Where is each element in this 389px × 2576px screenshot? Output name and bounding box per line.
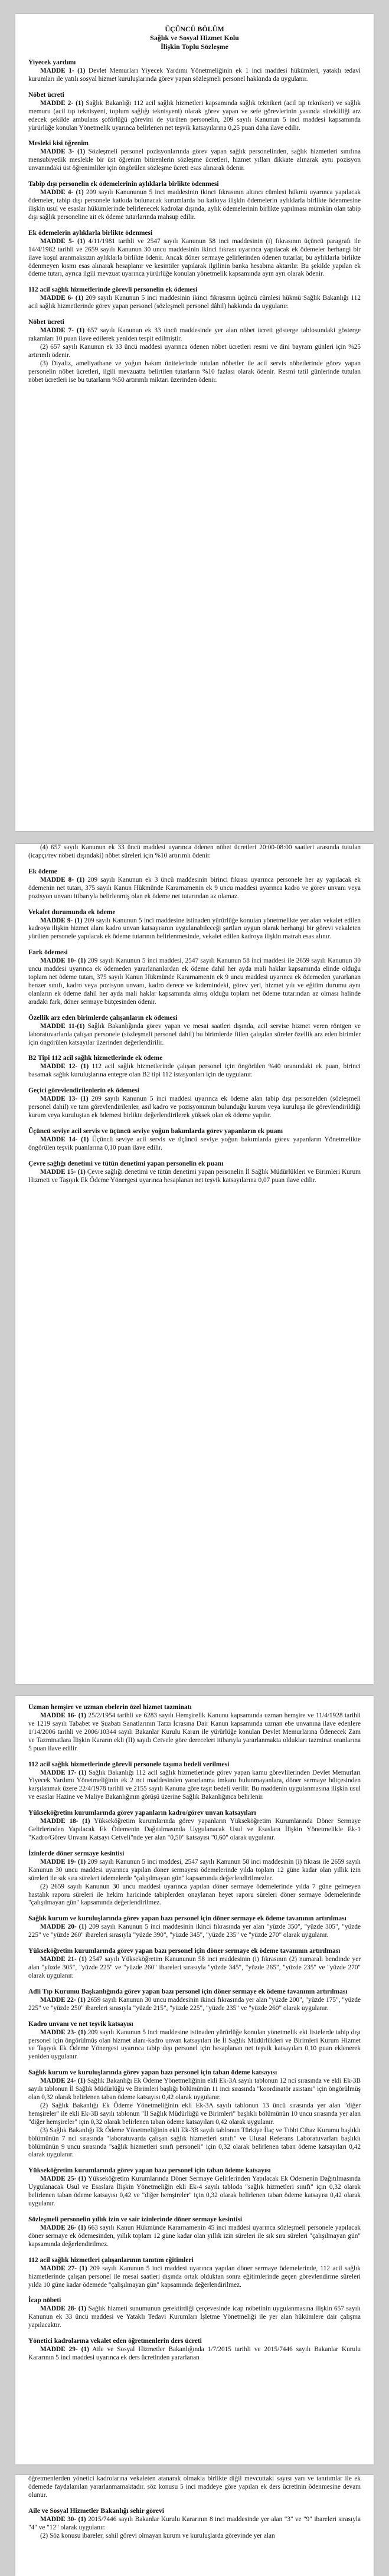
article-heading: Mesleki kisi öğrenim <box>28 140 89 148</box>
article-paragraph <box>28 1956 361 1981</box>
article-number: MADDE 18- (1) <box>40 1818 90 1825</box>
article-heading: Tabip dışı personelin ek ödemelerinin aylıklarla birlikte ödenmesi <box>28 181 219 188</box>
article-text: 112 acil sağlık hizmetlerinde çalışan personel için öngörülen %40 oranındaki ek puan, birinci basamak sağlık kuruluşlarına entegre olan B2 tipi 112 istasyonları için de uygulanır. <box>28 1063 361 1079</box>
chapter-subtitle: İlişkin Toplu Sözleşme <box>161 42 228 51</box>
article-number: MADDE 30- (1) <box>40 2515 86 2523</box>
article-paragraph <box>28 100 361 133</box>
article-paragraph <box>28 2077 361 2102</box>
article-heading: Uzman hemşire ve uzman ebelerin özel hizmet tazminatı <box>28 1704 192 1711</box>
article-text: (2) 2659 sayılı Kanunun 30 uncu maddesi uyarınca yapılan döner sermaye ödemelerinde yılda 7 güne gelmeyen hastalık raporu süreleri ile hekim haricinde tabiplerden onaylanan heyet raporu süreleri döner sermaye ödemelerinde "çalışılmayan gün" kapsamında değerlendirilmez. <box>28 1883 361 1907</box>
article-text: Sağlık hizmeti sunumunun gerektirdiği çerçevesinde icap nöbetinin uygulanmasına ilişkin 657 sayılı Kanunun ek 33 üncü maddesi ve Yataklı Tedavi Kurumları İşletme Yönetmeliği ile yer alan hükümlere dair çalışma yapılacaktır. <box>28 2305 361 2329</box>
article-text: öğretmenlerden yönetici kadrolarına vekaleten atanarak olmakla birlikte diğil mevcuttaki sayısı yarı ve tanıtımlar ile ek ödemede faydalanılan yararlanmamaktadır. söz konusu 5 inci maddeye göre yapılan ek ders ücretinin ödenmesine devam olunur. <box>28 2475 361 2499</box>
article-heading: Kadro unvanı ve net teşvik katsayısı <box>28 2020 133 2028</box>
article-number: MADDE 29- (1) <box>40 2346 89 2354</box>
chapter-number: ÜÇÜNCÜ BÖLÜM <box>165 25 224 33</box>
article-text: 657 sayılı Kanunun ek 33 üncü maddesinde yer alan nöbet ücreti gösterge tablosundaki gösterge rakamları 10 puan ilave edilerek yeniden tespit edilmiştir. <box>28 327 361 343</box>
article-text: (2) 657 sayılı Kanunun ek 33 üncü maddesi uyarınca ödenen nöbet ücretleri resmi ve dini bayram günleri için %25 artırımlı ödenir. <box>28 343 361 359</box>
article-text: (2) Sağlık Bakanlığı Ek Ödeme Yönetmeliğinin ekli Ek-3A sayılı tablonun 13 üncü sırasında yer alan "diğer hemşireler" ile ekli Ek-3B sayılı tablonun "İl Sağlık Müdürlüğü ve Birimleri" başlıklı bölümünün 10 uncu sırasında yer alan "diğer hemşireler" için 0,32 olarak belirlenen taban ödeme katsayıları 0,42 olarak uygulanır. <box>28 2102 361 2126</box>
article-heading: Yükseköğretim kurumlarında görev yapan bazı personel için döner sermaye ek ödeme tavanının artırılması <box>28 1947 341 1955</box>
article-heading: Üçüncü seviye acil servis ve üçüncü seviye yoğun bakımlarda görev yapanların ek puanı <box>28 1127 283 1135</box>
article-heading: Nöbet ücreti <box>28 319 64 326</box>
article-paragraph <box>28 2346 361 2362</box>
article-text: Sözleşmeli personel pozisyonlarında görev yapan sağlık personelinden, sağlık hizmetleri sınıfına mensubiyetlik meslekle bir üst öğrenim bitirenlerin sözleşme ücretleri, hizmet yılları dikkate alınarak aynı pozisyon unvanındaki üst öğrenimliler için öngörülen sözleşme ücreti esas alınarak ödenir. <box>28 148 361 172</box>
article-text: (3) Sağlık Bakanlığı Ek Ödeme Yönetmeliğinin ekli Ek-3B sayılı tablonun Türkiye İlaç ve Tıbbi Cihaz Kurumu başlıklı bölümünün 7 nci sırasında "laboratuvarda çalışan sağlık hizmetleri sınıfı" ve Ulusal Referans Laboratuvarları başlıklı bölümünün 9 uncu sırasında "sağlık hizmetleri sınıfı personeli" için 0,32 olarak belirlenen taban ödeme katsayıları 0,42 olarak uygulanır. <box>28 2126 361 2159</box>
article-paragraph <box>28 1923 361 1940</box>
article-paragraph <box>28 2127 361 2160</box>
article-paragraph <box>28 2305 361 2330</box>
article-number: MADDE 2- (1) <box>40 99 84 107</box>
article-paragraph <box>28 343 361 360</box>
article-text: 209 sayılı Kanunun 5 inci maddesine istinaden yürürlüğe konulan yönetmelik eki listelerde tabip dışı personel için öngörülmüş olan hizmet alanı-kadro unvan katsayıları ile İl Sağlık Müdürlükleri ve Birimleri Kurum Hizmet ve Taşıyık Ek Ödeme Yönergesi uyarınca tabip dışı personel için hesaplanan net teşvik katsayıları 0,10 puan eklenerek yeniden uygulanır. <box>28 2028 361 2061</box>
article-paragraph <box>28 1883 361 1908</box>
article-number: MADDE 3- (1) <box>40 148 86 156</box>
article-heading: Yükseköğretim kurumlarında görev yapanların kadro/görev unvan katsayıları <box>28 1809 256 1817</box>
article-paragraph <box>28 1063 361 1079</box>
article-paragraph <box>28 2029 361 2062</box>
article-paragraph <box>28 2224 361 2249</box>
article-number: MADDE 25- (1) <box>40 2175 86 2183</box>
article-paragraph <box>28 294 361 311</box>
article-text: Yükseköğretim Kurumlarında Döner Sermaye Gelirlerinden Yapılacak Ek Ödemenin Dağıtılmasında Uygulanacak Usul ve Esaslara İlişkin Yönetmeliğin ekli Ek-4 sayılı tabloda "sağlık hizmetleri sınıfı" için 0,32 olarak belirlenen taban ödeme katsayısı 0,42 ve "diğer hemşireler" için 0,32 olarak belirlenen taban ödeme katsayısı 0,42 olarak uygulanır. <box>28 2175 361 2208</box>
article-paragraph <box>28 1996 361 2013</box>
article-number: MADDE 16- (1) <box>40 1712 86 1719</box>
article-number: MADDE 8- (1) <box>40 876 85 883</box>
article-paragraph <box>28 957 361 1006</box>
article-text: 4/11/1981 tarihli ve 2547 sayılı Kanunun 58 inci maddesinin (i) fıkrasının üçüncü paragrafı ile 14/4/1982 tarihli ve 2659 sayılı Kanunun 30 uncu maddesinin ikinci fıkrası uyarınca yapılacak ek ödemeler herhangi bir ilave koşul aranmaksızın aylıklarla birlikte ödenir. Ancak döner sermaye gelirlerinden ödenen tutarlar, bu aylıklarla birlikte ödenmeyen kısmı esas alınarak hesaplanır ve kesintiler yapılarak ilgilinin banka hesabına aktarılır. Bu şekilde yapılan ek ödeme tutarı, ayrıca ilgili mevzuat uyarınca yürürlüğe konulan yönetmelik kapsamında ayın ayrı olarak ödenir. <box>28 237 361 278</box>
article-paragraph <box>28 1858 361 1883</box>
article-paragraph <box>28 189 361 222</box>
article-paragraph <box>28 2532 361 2541</box>
article-text: (2) Söz konusu ibareler, sahil görevi olmayan kurum ve kuruluşlarda görevinde yer alan <box>40 2532 275 2539</box>
article-text: 209 sayılı Kanunun 5 inci maddesi uyarınca yapılan döner sermaye ödemelerinde, 112 acil sağlık hizmetlerinde çalışan personel ile mesai saatleri dışında ortak olduktan sonra eğitimlerinde geçen görevlendirme süreleri yılda 10 güne kadar ödemede "çalışılmayan gün" kapsamında değerlendirilmez. <box>28 2264 361 2289</box>
article-heading: İcap nöbeti <box>28 2297 61 2305</box>
article-number: MADDE 28- (1) <box>40 2305 86 2313</box>
article-paragraph <box>28 2475 361 2500</box>
article-heading: Ek ödeme <box>28 868 57 875</box>
article-paragraph <box>28 148 361 173</box>
article-text: Aile ve Sosyal Hizmetler Bakanlığında 1/7/2015 tarihli ve 2015/7446 sayılı Bakanlar Kurulu Kararının 5 inci maddesi uyarınca ek ders ücretinden yararlanan <box>28 2346 361 2362</box>
article-number: MADDE 17- (1) <box>40 1769 87 1776</box>
article-text: 209 sayılı Kanununun 5 inci maddesinin ikinci fıkrasının altıncı cümlesi hükmü uyarınca yapılacak ödemeler, tabip dışı personele katkıda bulunacak kurumlarda bu katkıya ilişkin ödemelerin aylıklarla birlikte ödenmesine ilişkin usul ve esaslar hükümlerinde belirlenecek kadrolar dışında, aylık ödemelerinin birlikte yapılması mümkün olan tabip dışı sağlık personeline ait ek ödeme tutarlarında mahsup edilir. <box>28 189 361 221</box>
article-number: MADDE 22- (1) <box>40 1996 86 2004</box>
article-number: MADDE 14- (1) <box>40 1135 89 1143</box>
article-heading: 112 acil sağlık hizmetlerinde görevli personele taşıma bedeli verilmesi <box>28 1760 230 1768</box>
article-number: MADDE 19- (1) <box>40 1858 86 1865</box>
document-page-3 <box>15 1696 374 2464</box>
article-heading: Nöbet ücreti <box>28 91 64 99</box>
chapter-header <box>28 25 361 51</box>
article-text: Sağlık Bakanlığı 112 acil sağlık hizmetleri kapsamında sağlık teknikeri (acil tıp teknikeri) ve sağlık memuru (acil tıp teknisyeni, toplum sağlığı teknisyeni) olarak görev yapan ve sefe görevlerinin yasında sürekliliği arz edecek şekilde ambulans şoförlüğü görevini de yürüten personelin, 209 sayılı Kanunun 5 inci maddesi kapsamında yürürlüğe konulan Yönetmelik uyarınca belirlenen net teşvik katsayılarına 0,25 puan daha ilave edilir. <box>28 99 361 132</box>
article-paragraph <box>28 2175 361 2208</box>
article-text: 25/2/1954 tarihli ve 6283 sayılı Hemşirelik Kanunu kapsamında uzman hemşire ve 11/4/1928 tarihli ve 1219 sayılı Tababet ve Şuabatı Sanatlarının Tarzı İcrasına Dair Kanun kapsamında uzman ebe unvanına ilave edenlere 1/14/2006 tarihli ve 2006/10344 sayılı Bakanlar Kurulu Kararı ile yürürlüğe konulan Devlet Memurlarına Ödenecek Zam ve Tazminatlara İlişkin Kararın ekli (II) sayılı Cetvele göre dereceleri itibarıyla yararlanmakta oldukları tazminat oranlarına 5 puan ilave edilir. <box>28 1712 361 1752</box>
article-paragraph <box>28 1712 361 1753</box>
page-4-sections <box>28 2475 361 2540</box>
article-heading: Ek ödemelerin aylıklarla birlikte ödenmesi <box>28 229 153 237</box>
article-heading: Adli Tıp Kurumu Başkanlığında görev yapan bazı personel için döner sermaye ek ödeme tavanının artırılması <box>28 1988 348 1995</box>
document-page-2 <box>15 844 374 1684</box>
article-text: Sağlık Bakanlığı Ek Ödeme Yönetmeliğinin ekli Ek-3A sayılı tablonun 12 nci sırasında ve ekli Ek-3B sayılı tablonun İl Sağlık Müdürlüğü ve Birimleri başlığı bölümünün 11 inci sırasında "koordinatör asistanı" için öngörülmüş olan 0,32 olarak belirlenen taban ödeme katsayısı 0,42 olarak uygulanır. <box>28 2077 361 2102</box>
article-text: 663 sayılı Kanun Hükmünde Kararnamenin 45 inci maddesi uyarınca sözleşmeli personele yapılacak döner sermaye ek ödemesinden, yıllık toplam 12 güne kadar olan yıllık izin süreleri ile sık sıra süreleri "çalışılmayan gün" kapsamında değerlendirilmez. <box>28 2224 361 2248</box>
article-number: MADDE 5- (1) <box>40 237 86 245</box>
page-2-sections <box>28 844 361 1185</box>
article-paragraph <box>28 1023 361 1048</box>
article-number: MADDE 15- (1) <box>40 1168 86 1176</box>
chapter-title: Sağlık ve Sosyal Hizmet Kolu <box>150 34 239 42</box>
article-number: MADDE 6- (1) <box>40 294 84 302</box>
article-number: MADDE 26- (1) <box>40 2224 86 2231</box>
article-paragraph <box>28 917 361 942</box>
article-paragraph <box>28 2265 361 2290</box>
article-text: 2015/7446 sayılı Bakanlar Kurulu Kararının 8 inci maddesinde yer alan "3" ve "9" ibareleri sırasıyla "4" ve "12" olarak uygulanır. <box>28 2515 361 2531</box>
article-number: MADDE 4- (1) <box>40 189 84 197</box>
article-text: 209 sayılı Kanunun 5 inci maddesine istinaden yürürlüğe konulan yönetmelikte yer alan vekalet edilen kadroya ilişkin hizmet alanı kadro unvan katsayısının uygulanabileceği şartları uygun olarak herhangi bir görevi vekaleten yürüten personele yapılacak ek ödeme tutarının belirlenmesinde, vekalet edilen kadroya ilişkin matrah esas alınır. <box>28 917 361 941</box>
article-heading: Geçici görevlendirilenlerin ek ödemesi <box>28 1087 139 1095</box>
article-paragraph <box>28 360 361 385</box>
article-text: Yükseköğretim kurumlarında görev yapanların Yükseköğretim Kurumlarında Döner Sermaye Gelirlerinden Yapılacak Ek Ödemenin Dağıtılmasında Uygulanacak Usul ve Esaslara İlişkin Yönetmelikle Ek-1 "Kadro/Görev Unvanı Katsayı Cetveli"nde yer alan "0,50" katsayısı "0,60" olarak uygulanır. <box>28 1818 361 1841</box>
article-paragraph <box>28 876 361 901</box>
article-heading: Aile ve Sosyal Hizmetler Bakanlığı sehir görevi <box>28 2507 164 2515</box>
article-heading: Özellik arz eden birimlerde çalışanların ek ödemesi <box>28 1014 178 1022</box>
document-page-1 <box>15 14 374 831</box>
article-paragraph <box>28 67 361 84</box>
article-number: MADDE 21- (1) <box>40 1956 87 1963</box>
article-number: MADDE 20- (1) <box>40 1923 87 1931</box>
page-1-sections <box>28 58 361 384</box>
article-number: MADDE 9- (1) <box>40 917 83 924</box>
article-text: 2547 sayılı Yükseköğretim Kanununun 58 inci maddesinin (i) fıkrasının (2) numaralı bendinde yer alan "yüzde 305", "yüzde 225" ve "yüzde 260" ibareleri sırasıyla "yüzde 345", "yüzde 265", "yüzde 235" ve "yüzde 270" olarak uygulanır. <box>28 1956 361 1979</box>
article-text: 209 sayılı Kanunun 5 inci maddesi, 2547 sayılı Kanunun 58 inci maddesi ile 2659 sayılı Kanunun 30 uncu maddesi uyarınca ek ödemeden yararlananlardan ek ödeme dahil her ayda mali haklar kapsamında elinde olduğu toplam net ödeme tutarı, 375 sayılı Kanun Hükmünde Kararnamenin ek 9 uncu maddesi uyarınca ek ödemeden yararlanan benzer sınıfı, kadro veya pozisyon unvanı, kadro derece ve kıdemindeki, görev yeri, hizmet yılı ve eğitim durumu aynı olanların ek ödeme dahil her ayda mali haklar kapsamında almış olduğu toplam net ödeme tutarından az olması halinde aradaki fark, döner sermaye bütçesinden ödenir. <box>28 957 361 1006</box>
article-number: MADDE 7- (1) <box>40 327 85 335</box>
article-heading: Sağlık kurum ve kuruluşlarında görev yapan bazı personel için taban ödeme katsayısı <box>28 2069 277 2077</box>
article-heading: 112 acil sağlık hizmetlerinde görevli personelin ek ödemesi <box>28 286 198 294</box>
article-number: MADDE 27- (1) <box>40 2264 87 2272</box>
article-heading: Sözleşmeli personelin yıllık izin ve sair izinlerinde döner sermaye kesintisi <box>28 2215 243 2223</box>
article-paragraph <box>28 2516 361 2532</box>
article-text: 2659 sayılı Kanunun 30 uncu maddesinin ikinci fıkrasında yer alan "yüzde 200", "yüzde 175", "yüzde 225" ve "yüzde 250" ibareleri sırasıyla "yüzde 215", "yüzde 225", "yüzde 235" ve "yüzde 260" olarak uygulanır. <box>28 1996 361 2012</box>
article-text: 209 sayılı Kanunun ek 3 üncü maddesinin birinci fıkrası uyarınca personele her ay yapılacak ek ödemenin net tutarı, 375 sayılı Kanun Hükmünde Kararnamenin ek 9 uncu maddesi uyarınca kadro ve görev unvanı veya pozisyon unvanı itibarıyla belirlenmiş olan ek ödeme net tutarından az olamaz. <box>28 876 361 900</box>
article-number: MADDE 23- (1) <box>40 2028 86 2036</box>
article-number: MADDE 11-(1) <box>40 1022 85 1030</box>
article-heading: İzinlerde döner sermaye kesintisi <box>28 1850 125 1857</box>
article-heading: Vekalet durumunda ek ödeme <box>28 908 116 916</box>
article-text: 209 sayılı Kanunun 5 inci maddesi uyarınca ek ödeme alan tabip dışı personelden (sözleşmeli personel dahil) ve tam görevlendirilenler, asıl kadro ve pozisyonunun bulunduğu kurum veya kuruluşa ile görevlendirildiği kurum veya kuruluştan ek ödemesi birlikte değerlendirilerek yüksek olan ek ödeme yapılır. <box>28 1095 361 1120</box>
article-heading: Sağlık kurum ve kuruluşlarında görev yapan bazı personel için döner sermaye ek ödeme tavanının artırılması <box>28 1915 346 1923</box>
article-heading: Çevre sağlığı denetimi ve tütün denetimi yapan personelin ek puanı <box>28 1160 224 1167</box>
article-text: Sağlık Bakanlığı 112 acil sağlık hizmetlerinde görev yapan kamu görevlilerinden Devlet Memurları Yiyecek Yardımı Yönetmeliğinin ek 2 nci maddesinden yararlanma imkanı bulunmayanlara, döner sermaye bütçesinden karşılanmak üzere 22/4/1978 tarihli ve 2155 sayılı Kanuna göre taşıt bedeli verilir. Bu maddenin uygulanmasına ilişkin usul ve esaslar Hazine ve Maliye Bakanlığının görüşü üzerine Sağlık Bakanlığınca belirlenir. <box>28 1769 361 1801</box>
article-heading: Yönetici kadrolarına vekalet eden öğretmenlerin ders ücreti <box>28 2338 202 2345</box>
article-paragraph <box>28 1769 361 1802</box>
article-text: Sağlık Bakanlığında görev yapan ve mesai saatleri dışında, acil servise hizmet veren röntgen ve laboratuvarlarda çalışan personele (sözleşmeli personel dahil) bu birimlerde fiilen çalışılan süreler özellik arz eden birimler için öngörülen katsayılar üzerinden değerlendirilir. <box>28 1022 361 1046</box>
article-number: MADDE 1- (1) <box>40 67 86 74</box>
article-paragraph <box>28 238 361 279</box>
article-paragraph <box>28 1818 361 1842</box>
article-number: MADDE 10- (1) <box>40 957 86 965</box>
article-paragraph <box>28 2102 361 2127</box>
article-paragraph <box>28 1136 361 1153</box>
article-text: 209 sayılı Kanunun 5 inci maddesinin ikinci fıkrasının üçüncü cümlesi hükmü Sağlık Bakanlığı 112 acil sağlık hizmetlerinde görev yapan personel (sözleşmeli personel dâhil) hakkında da uygulanır. <box>28 294 361 310</box>
article-text: 209 sayılı Kanunun 5 inci maddesinin ikinci fıkrasında yer alan "yüzde 350", "yüzde 305", "yüzde 225" ve "yüzde 260" ibareleri sırasıyla "yüzde 390", "yüzde 345", "yüzde 235" ve "yüzde 270" olarak uygulanır. <box>28 1923 361 1939</box>
article-paragraph <box>28 1095 361 1120</box>
document-page-4 <box>15 2475 374 2576</box>
article-heading: B2 Tipi 112 acil sağlık hizmetlerinde ek ödeme <box>28 1055 163 1062</box>
article-heading: Fark ödemesi <box>28 949 68 957</box>
article-text: Üçüncü seviye acil servis ve üçüncü seviye yoğun bakımlarda görev yapanların Yönetmelikte öngörülen teşvik puanlarına 0,10 puan ilave edilir. <box>28 1135 361 1151</box>
article-paragraph <box>28 327 361 343</box>
article-text: Çevre sağlığı denetimi ve tütün denetimi yapan personelin İl Sağlık Müdürlükleri ve Birimleri Kurum Hizmeti ve Taşıyık Ek Ödeme Yönergesi uyarınca hesaplanan net teşvik katsayılarına 0,07 puan ilave edilir. <box>28 1168 361 1184</box>
article-text: (4) 657 sayılı Kanunun ek 33 üncü maddesi uyarınca ödenen nöbet ücretleri 20:00-08:00 saatleri arasında tutulan (icapçı/rev nöbeti dışındaki) nöbet süreleri için %10 artırımlı ödenir. <box>28 844 361 859</box>
article-heading: Yiyecek yardımı <box>28 59 76 66</box>
article-paragraph <box>28 1168 361 1185</box>
article-paragraph <box>28 844 361 860</box>
article-number: MADDE 12- (1) <box>40 1063 89 1071</box>
article-heading: Yükseköğretim kurumlarında görev yapan bazı personel için taban ödeme katsayısı <box>28 2167 271 2175</box>
article-number: MADDE 24- (1) <box>40 2077 86 2085</box>
page-3-sections <box>28 1703 361 2362</box>
article-number: MADDE 13- (1) <box>40 1095 89 1103</box>
article-text: 209 sayılı Kanunun 5 inci maddesi, 2547 sayılı Kanunun 58 inci maddesinin (i) fıkrası ile 2659 sayılı Kanunun 30 uncu maddesi uyarınca yapılan döner sermayesi ödemelerinde yılda toplam 12 güne kadar olan yıllık izin süreleri ile sık sıra süreleri ödemelerde "çalışılmayan gün" kapsamında değerlendirilmezler. <box>28 1858 361 1882</box>
article-text: Devlet Memurları Yiyecek Yardımı Yönetmeliğinin ek 1 inci maddesi hükümleri, yataklı tedavi kurumları ile yatılı sosyal hizmet kuruluşlarında görev yapan sözleşmeli personel hakkında da uygulanır. <box>28 67 361 83</box>
article-heading: 112 acil sağlık hizmetleri çalışanlarının tanıtım eğitimleri <box>28 2256 194 2264</box>
article-text: (3) Diyaliz, ameliyathane ve yoğun bakım ünitelerinde tutulan nöbetler ile acil servis nöbetlerinde görev yapan personelin nöbet ücretleri, ilgili mevzuatta belirtilen tutarların %10 fazlası olarak ödenir. Resmi tatil günlerinde tutulan nöbet ücretleri ise bu tutarların %50 artırımlı miktarı üzerinden ödenir. <box>28 359 361 384</box>
